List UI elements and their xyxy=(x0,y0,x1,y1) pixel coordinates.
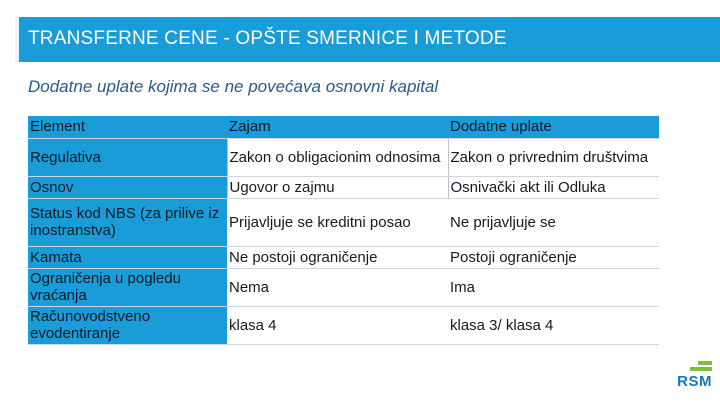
cell-dodatne: Ima xyxy=(448,268,659,306)
cell-zajam: Prijavljuje se kreditni posao xyxy=(227,198,448,246)
table-row xyxy=(28,306,659,344)
cell-dodatne: Ne prijavljuje se xyxy=(448,198,659,246)
table-row xyxy=(28,176,659,198)
cell-zajam: Ne postoji ograničenje xyxy=(227,246,448,268)
row-label: Računovodstveno evodentiranje xyxy=(28,306,227,344)
rsm-logo xyxy=(664,361,712,391)
cell-dodatne: Dodatne uplate xyxy=(448,116,659,138)
table-row xyxy=(28,138,659,176)
cell-dodatne: Zakon o privrednim društvima xyxy=(448,138,659,176)
cell-zajam: klasa 4 xyxy=(227,306,448,344)
comparison-table xyxy=(28,116,659,345)
table-row xyxy=(28,198,659,246)
subtitle: Dodatne uplate kojima se ne povećava osnovni kapital xyxy=(28,77,439,96)
row-label: Regulativa xyxy=(28,138,227,176)
cell-dodatne: Osnivački akt ili Odluka xyxy=(448,176,659,198)
row-label: Ograničenja u pogledu vraćanja xyxy=(28,268,227,306)
table-row xyxy=(28,116,659,138)
row-label: Status kod NBS (za prilive iz inostranstva) xyxy=(28,198,227,246)
logo-bar-icon xyxy=(690,367,712,371)
title-accent xyxy=(15,17,19,62)
table-row xyxy=(28,268,659,306)
row-label: Kamata xyxy=(28,246,227,268)
row-label: Element xyxy=(28,116,227,138)
table-row xyxy=(28,246,659,268)
row-label: Osnov xyxy=(28,176,227,198)
cell-zajam: Zajam xyxy=(227,116,448,138)
page-title: TRANSFERNE CENE - OPŠTE SMERNICE I METODE xyxy=(28,28,507,49)
logo-bar-icon xyxy=(698,361,712,365)
cell-dodatne: Postoji ograničenje xyxy=(448,246,659,268)
cell-zajam: Nema xyxy=(227,268,448,306)
cell-zajam: Ugovor o zajmu xyxy=(227,176,448,198)
cell-zajam: Zakon o obligacionim odnosima xyxy=(227,138,448,176)
cell-dodatne: klasa 3/ klasa 4 xyxy=(448,306,659,344)
logo-text: RSM xyxy=(677,373,712,390)
title-bar xyxy=(15,17,720,62)
